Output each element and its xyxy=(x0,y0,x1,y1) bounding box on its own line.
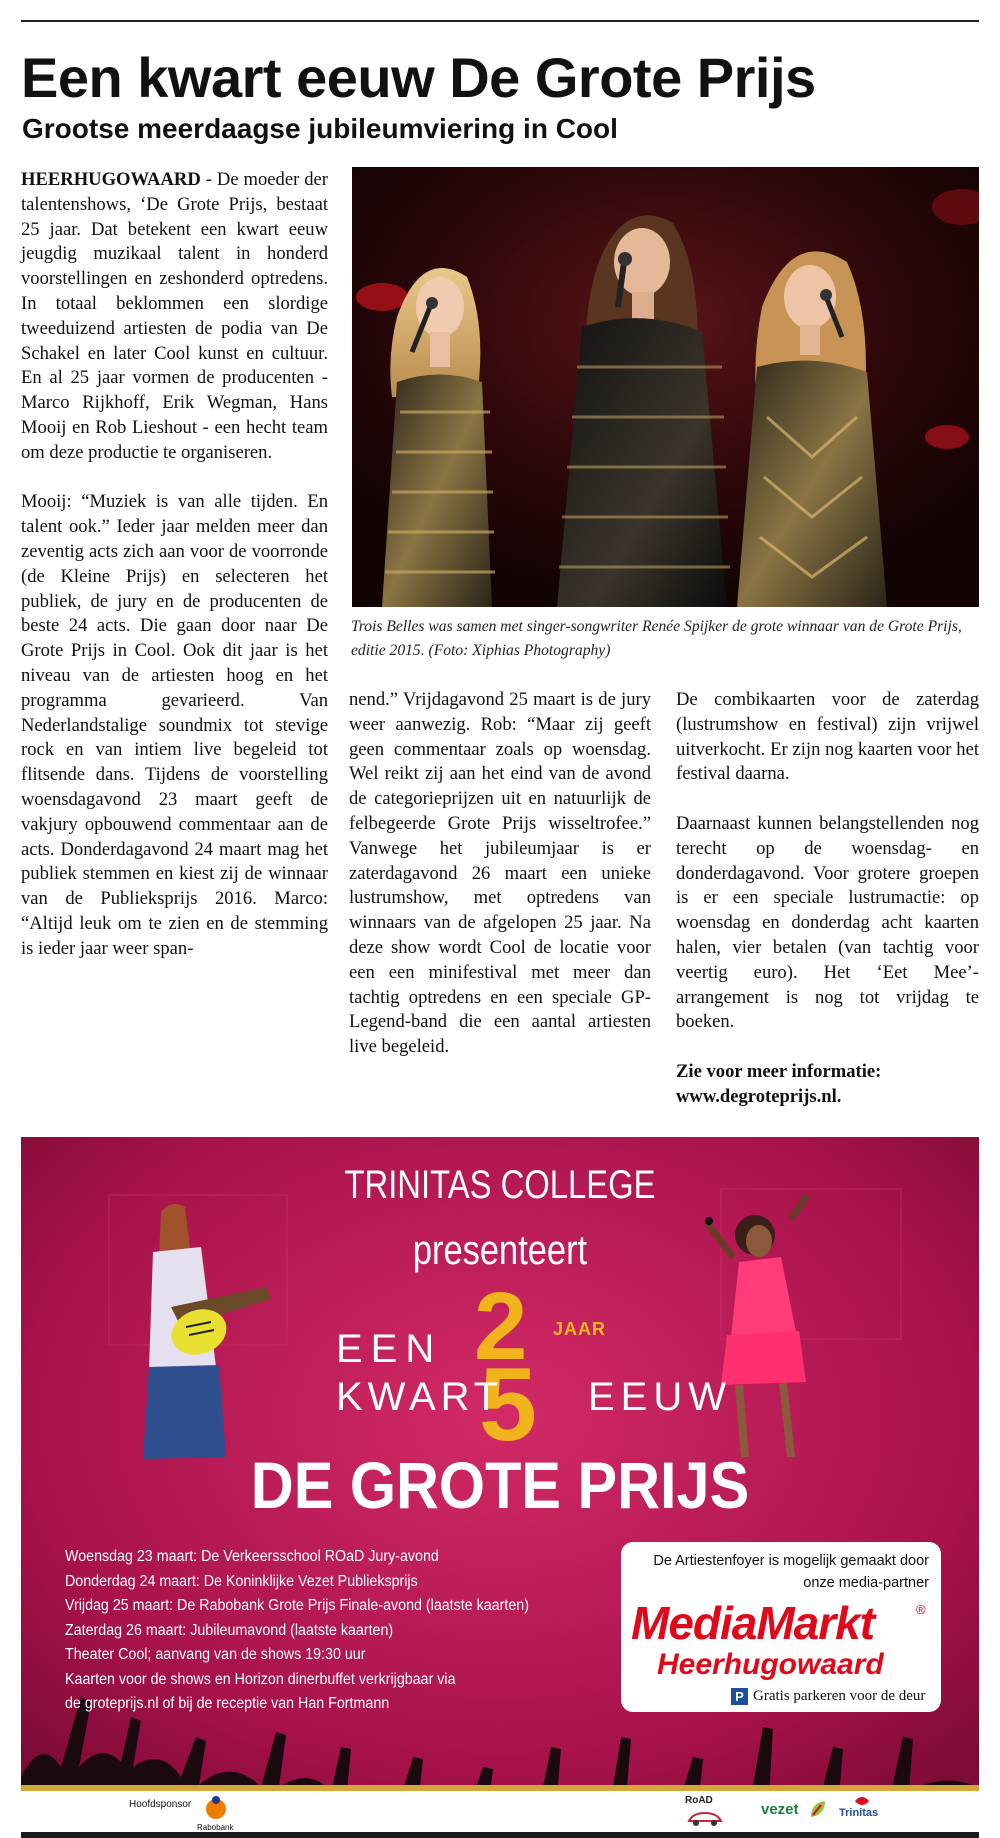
more-info-label: Zie voor meer informatie: xyxy=(676,1060,882,1082)
paragraph-quote: Mooij: “Muziek is van alle tijden. En talent ook.” Ieder jaar melden meer dan zeventig acts zich aan voor de voorronde (de Kleine Prijs) en selecteren het publiek, de jury en de producenten de beste 24 acts. Die gaan door naar De Grote Prijs in Cool. Ook dit jaar is het niveau van de artiesten hoog en het programma gevarieerd. Van Nederlandstalige soundmix tot stevige rock en van intiem live begeleid tot flitsende dans. Tijdens de voorstelling woensdagavond 23 maart geeft de vakjury opbouwend commentaar aan de acts. Donderdagavond 24 maart mag het publiek stemmen en kiest zij de winnaar van de Publieksprijs 2016. Marco: “Altijd leuk om te zien en de stemming is ieder jaar weer span- xyxy=(21,491,328,959)
jubilee-logo-digit-2: 2 xyxy=(474,1273,528,1380)
photo-illustration xyxy=(352,167,979,607)
parking-text: Gratis parkeren voor de deur xyxy=(753,1688,926,1704)
top-rule xyxy=(21,20,979,22)
paragraph-intro xyxy=(21,168,328,466)
more-info xyxy=(676,1060,979,1110)
event-schedule xyxy=(65,1545,595,1717)
rabobank-label: Rabobank xyxy=(197,1823,234,1832)
road-logo: RoAD xyxy=(685,1795,713,1806)
parking-icon: P xyxy=(731,1688,748,1705)
stage-photo xyxy=(352,167,979,607)
more-info-link[interactable]: www.degroteprijs.nl. xyxy=(676,1085,842,1107)
trinitas-logo: Trinitas xyxy=(839,1807,879,1819)
jubilee-logo-een: EEN xyxy=(336,1327,443,1371)
mediamarkt-city: Heerhugowaard xyxy=(657,1648,884,1681)
media-partner-note-line-1: De Artiestenfoyer is mogelijk gemaakt door xyxy=(653,1553,929,1569)
rabobank-logo-icon xyxy=(204,1795,228,1821)
schedule-line: Donderdag 24 maart: De Koninklijke Vezet Publieksprijs xyxy=(65,1572,418,1590)
paragraph-groups: Daarnaast kunnen belangstellenden nog terecht op de woensdag- en donderdagavond. Voor grotere groepen is er een speciale lustrumactie: op woensdag en donderdag acht kaarten halen, vier betalen (van tachtig voor veertig euro). Het ‘Eet Mee’-arrangement is nog tot vrijdag te boeken. xyxy=(676,812,979,1033)
main-sponsor-label: Hoofdsponsor xyxy=(129,1799,192,1810)
bottom-stripe xyxy=(21,1832,979,1838)
mediamarkt-logo: MediaMarkt xyxy=(631,1597,875,1649)
paragraph-tickets: De combikaarten voor de zaterdag (lustrumshow en festival) zijn vrijwel uitverkocht. Er zijn nog kaarten voor het festival daarna. xyxy=(676,689,979,785)
schedule-line: Vrijdag 25 maart: De Rabobank Grote Prijs Finale-avond (laatste kaarten) xyxy=(65,1597,529,1614)
schedule-line: Zaterdag 26 maart: Jubileumavond (laatste kaarten) xyxy=(65,1621,394,1639)
vezet-logo: vezet xyxy=(761,1801,799,1818)
mediamarkt-box xyxy=(621,1542,941,1712)
dateline: HEERHUGOWAARD xyxy=(21,169,201,190)
media-partner-note xyxy=(629,1550,929,1594)
vezet-leaf-icon xyxy=(807,1797,829,1821)
article-column-2 xyxy=(349,688,651,1060)
article-subheadline: Grootse meerdaagse jubileumviering in Cool xyxy=(22,113,618,144)
ad-college-name: TRINITAS COLLEGE xyxy=(344,1163,656,1207)
schedule-line: de groteprijs.nl of bij de receptie van Han Fortmann xyxy=(65,1695,390,1712)
advertisement-de-grote-prijs xyxy=(21,1137,979,1838)
sponsor-bar xyxy=(21,1785,979,1838)
article-column-3 xyxy=(676,688,979,1110)
schedule-line: Woensdag 23 maart: De Verkeersschool ROaD Jury-avond xyxy=(65,1548,439,1565)
media-partner-note-line-2: onze media-partner xyxy=(803,1575,929,1591)
schedule-line: Theater Cool; aanvang van de shows 19:30 uur xyxy=(65,1646,366,1663)
ad-title: DE GROTE PRIJS xyxy=(250,1448,750,1522)
article-column-1 xyxy=(21,168,328,962)
jubilee-logo-eeuw: EEUW xyxy=(588,1375,732,1419)
schedule-line: Kaarten voor de shows en Horizon dinerbuffet verkrijgbaar via xyxy=(65,1670,456,1688)
article-headline: Een kwart eeuw De Grote Prijs xyxy=(21,46,816,109)
jubilee-logo-digit-5: 5 xyxy=(479,1347,537,1463)
photo-caption: Trois Belles was samen met singer-songwriter Renée Spijker de grote winnaar van de Grote Prijs, editie 2015. (Foto: Xiphias Photography) xyxy=(351,618,962,659)
intro-text: - De moeder der talentenshows, ‘De Grote Prijs, bestaat 25 jaar. Dat betekent een kwart eeuw jeugdig muzikaal talent in honderd voorstellingen en zeshonderd optredens. In totaal beklommen een slordige tweeduizend artiesten de podia van De Schakel en later Cool kunst en cultuur. En al 25 jaar vormen de producenten - Marco Rijkhoff, Erik Wegman, Hans Mooij en Rob Lieshout - een hecht team om deze productie te organiseren. xyxy=(21,169,328,463)
ad-presents: presenteert xyxy=(412,1226,588,1273)
paragraph-jury: nend.” Vrijdagavond 25 maart is de jury weer aanwezig. Rob: “Maar zij geeft geen commentaar zoals op woensdag. Wel reikt zij aan het eind van de avond de categorieprijzen uit en natuurlijk de felbegeerde Grote Prijs wisseltrofee.” Vanwege het jubileumjaar is er zaterdagavond 26 maart een unieke lustrumshow, met optredens van winnaars van de afgelopen 25 jaar. Na deze show wordt Cool de locatie voor een een minifestival met meer dan tachtig optredens en een speciale GP-Legend-band die een aantal artiesten live begeleid. xyxy=(349,689,651,1058)
jubilee-logo-kwart: KWART xyxy=(336,1375,504,1419)
jubilee-logo-jaar: JAAR xyxy=(553,1319,607,1339)
registered-mark: ® xyxy=(916,1602,926,1617)
car-icon xyxy=(685,1809,725,1827)
